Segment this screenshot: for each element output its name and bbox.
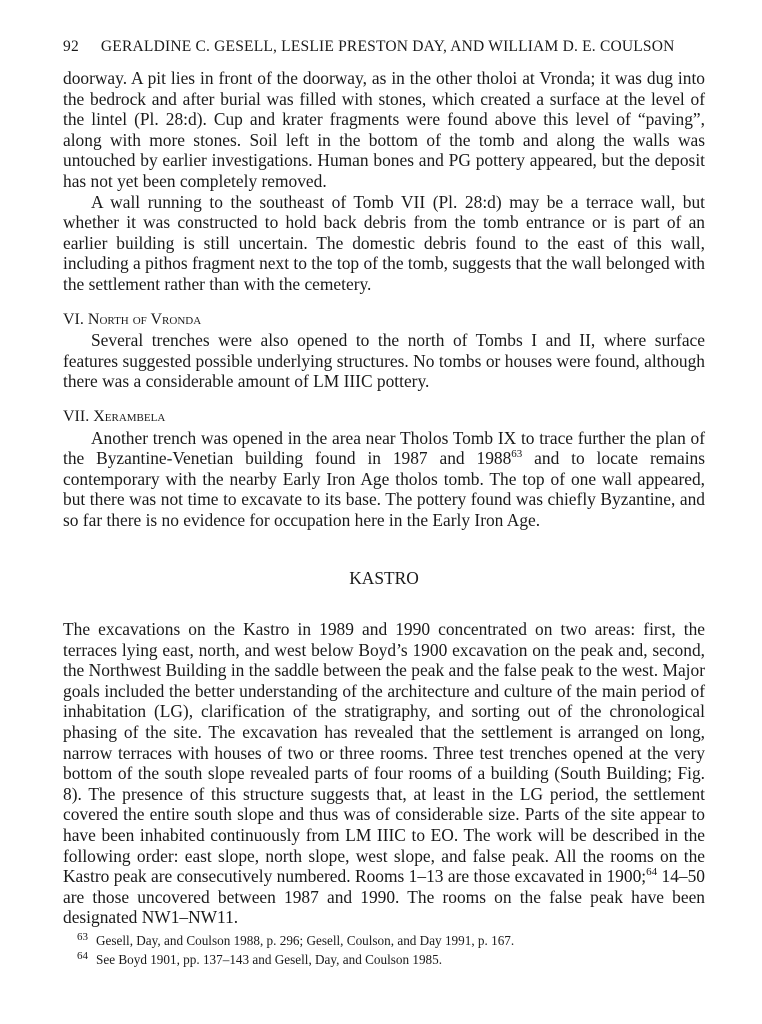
section-xerambela [63, 407, 705, 531]
section-numeral: VI. [63, 310, 84, 328]
footnote [63, 931, 705, 950]
paragraph-text: Another trench was opened in the area near Tholos Tomb IX to trace further the plan of the Byzantine-Venetian building found in 1987 and 1988 [63, 427, 705, 469]
paragraph-text: The excavations on the Kastro in 1989 and 1990 concentrated on two areas: first, the terraces lying east, north, and west below Boyd’s 1900 excavation on the peak and, second, the Northwest Building in the saddle between the peak and the false peak to the west. Major goals included the better understanding of the architecture and culture of the main period of inhabitation (LG), clarification of the stratigraphy, and sorting out of the chronological phasing of the site. The excavation has revealed that the settlement is arranged on long, narrow terraces with houses of two or three rooms. Three test trenches opened at the very bottom of the south slope revealed parts of four rooms of a building (South Building; Fig. 8). The presence of this structure suggests that, at least in the LG period, the settlement covered the entire south slope and thus was of considerable size. Parts of the site appear to have been inhabited continuously from LM IIIC to EO. The work will be described in the following order: east slope, north slope, west slope, and false peak. All the rooms on the Kastro peak are consecutively numbered. Rooms 1–13 are those excavated in 1900; [63, 619, 705, 887]
kastro-paragraph [63, 619, 705, 928]
main-text [63, 68, 705, 928]
section-north-of-vronda [63, 310, 705, 392]
paragraph-text: and to locate remains contemporary with the nearby Early Iron Age tholos tomb. The top of one wall appeared, but there was not time to excavate to its base. The pottery found was chiefly Byzantine, and so far there is no evidence for occupation here in the Early Iron Age. [63, 448, 705, 530]
footnote-text: Gesell, Day, and Coulson 1988, p. 296; Gesell, Coulson, and Day 1991, p. 167. [96, 933, 515, 948]
footnote-ref: 64 [646, 866, 658, 879]
page-number: 92 [63, 38, 79, 55]
section-heading [63, 407, 705, 428]
paragraph-terrace-wall: A wall running to the southeast of Tomb VII (Pl. 28:d) may be a terrace wall, but whether it was constructed to hold back debris from the tomb entrance or is part of an earlier building is still uncertain. The domestic debris found to the east of this wall, including a pithos fragment next to the top of the tomb, suggests that the wall belonged with the settlement rather than with the cemetery. [63, 191, 705, 294]
footnote-number: 63 [77, 930, 88, 943]
footnote-number: 64 [77, 949, 88, 962]
footnote [63, 950, 705, 969]
section-heading [63, 310, 705, 331]
section-paragraph [63, 428, 705, 531]
header-authors: GERALDINE C. GESELL, LESLIE PRESTON DAY, AND WILLIAM D. E. COULSON [100, 38, 675, 55]
section-numeral: VII. [63, 407, 90, 425]
paragraph-tomb-doorway: doorway. A pit lies in front of the doorway, as in the other tholoi at Vronda; it was dug into the bedrock and after burial was filled with stones, which created a surface at the level of the lintel (Pl. 28:d). Cup and krater fragments were found above this level of “paving”, along with more stones. Soil left in the bottom of the tomb and along the walls was untouched by earlier investigations. Human bones and PG pottery appeared, but the deposit has not yet been completely removed. [63, 68, 705, 191]
section-title: Xerambela [93, 407, 166, 425]
footnotes [63, 931, 705, 969]
kastro-heading: KASTRO [349, 568, 419, 589]
paragraph-text: 14–50 are those uncovered between 1987 and 1990. The rooms on the false peak have been designated NW1–NW11. [63, 866, 705, 928]
section-title: North of Vronda [87, 310, 202, 328]
footnote-ref: 63 [511, 448, 523, 461]
footnote-text: See Boyd 1901, pp. 137–143 and Gesell, Day, and Coulson 1985. [96, 952, 443, 967]
running-header [63, 38, 713, 56]
section-paragraph: Several trenches were also opened to the north of Tombs I and II, where surface features suggested possible underlying structures. No tombs or houses were found, although there was a considerable amount of LM IIIC pottery. [63, 330, 705, 392]
